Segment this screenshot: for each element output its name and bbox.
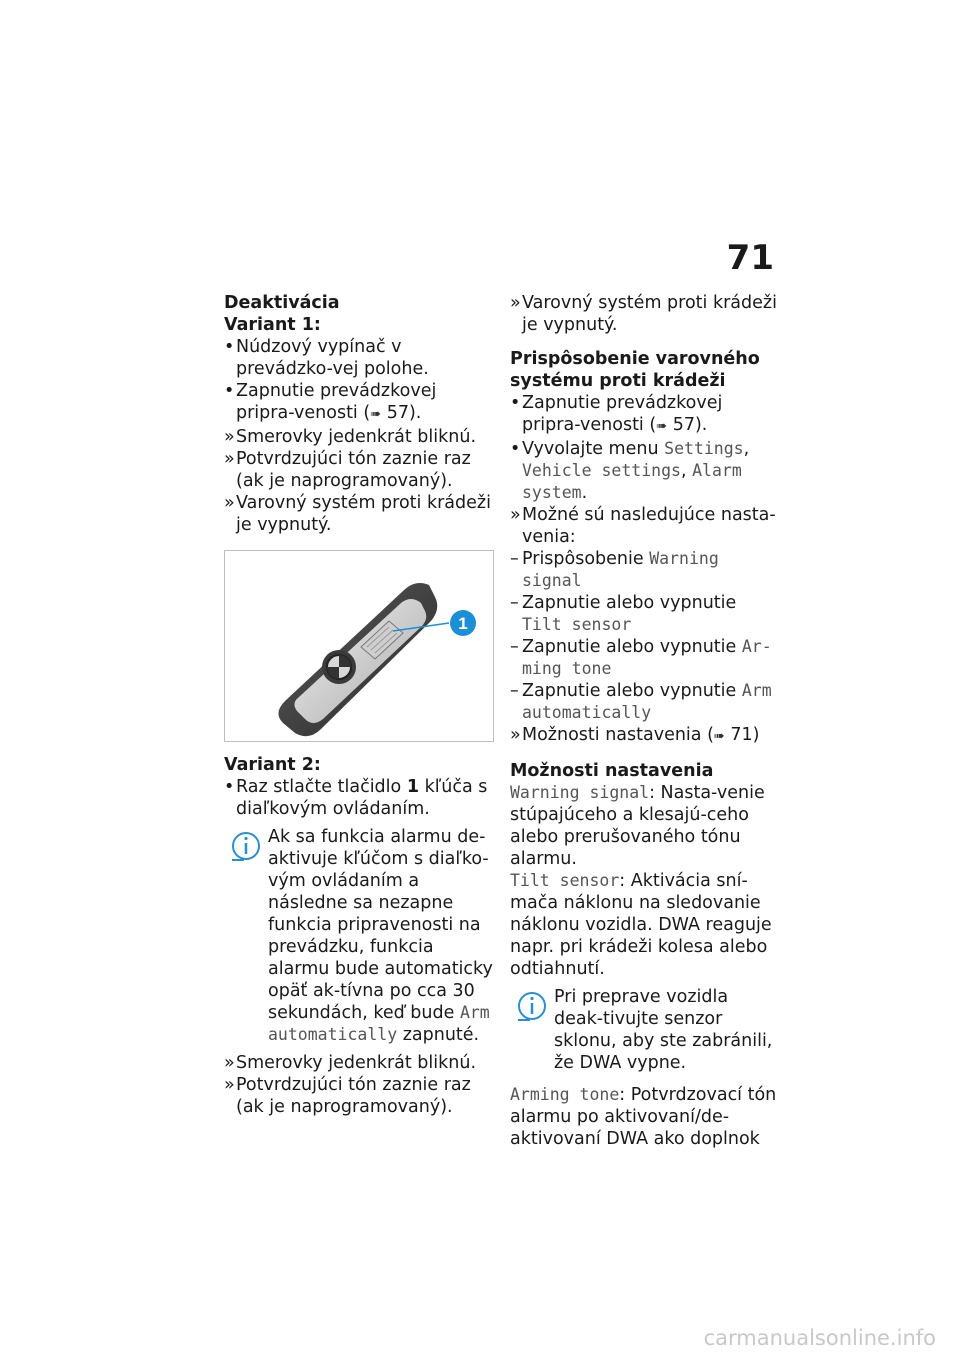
dash-icon: –: [510, 637, 519, 657]
info-icon: [226, 830, 262, 866]
dash-item: – Zapnutie alebo vypnutie Arm automatically: [510, 681, 772, 722]
result-arrow-icon: »: [224, 493, 235, 513]
result-item: » Možné sú nasledujúce nasta-venia:: [510, 505, 776, 547]
bullet-icon: •: [510, 439, 521, 459]
result-item: » Potvrdzujúci tón zaznie raz (ak je naprogramovaný).: [224, 1075, 471, 1117]
bullet-icon: •: [510, 393, 521, 413]
list-item: • Núdzový vypínač v prevádzko-vej polohe.: [224, 337, 429, 379]
figure-callout-1: 1: [458, 614, 468, 633]
result-item: » Smerovky jedenkrát bliknú.: [224, 1053, 477, 1073]
dash-icon: –: [510, 593, 519, 613]
result-arrow-icon: »: [224, 427, 235, 447]
watermark: carmanualsonline.info: [703, 1326, 936, 1350]
menu-alarm-system: Alarm system: [522, 461, 742, 502]
option-arming-tone: Arming tone: Potvrdzovací tón alarmu po aktivovaní/de-aktivovaní DWA ako doplnok: [510, 1085, 777, 1149]
result-arrow-icon: »: [510, 505, 521, 525]
result-arrow-icon: »: [510, 725, 521, 745]
dash-item: – Prispôsobenie Warning signal: [510, 549, 719, 590]
info-icon: [512, 990, 548, 1026]
bullet-icon: •: [224, 381, 235, 401]
remote-key-illustration: [225, 551, 493, 741]
page-number: 71: [726, 238, 774, 278]
option-tilt-sensor: Tilt sensor: Aktivácia sní-mača náklonu na sledovanie náklonu vozidla. DWA reaguje napr. pri krádeži kolesa alebo odtiahnutí.: [510, 871, 772, 979]
result-arrow-icon: »: [510, 293, 521, 313]
dash-icon: –: [510, 681, 519, 701]
bullet-icon: •: [224, 337, 235, 357]
dash-item: – Zapnutie alebo vypnutie Tilt sensor: [510, 593, 737, 634]
dash-item: – Zapnutie alebo vypnutie Ar-ming tone: [510, 637, 772, 678]
page-reference-arrow-icon: ➠: [713, 729, 725, 744]
result-item: » Smerovky jedenkrát bliknú.: [224, 427, 477, 447]
page-reference-arrow-icon: ➠: [656, 419, 668, 434]
left-column: [224, 292, 496, 1118]
result-arrow-icon: »: [224, 449, 235, 469]
result-arrow-icon: »: [224, 1075, 235, 1095]
options-heading: Možnosti nastavenia: [510, 761, 714, 781]
variant1-heading: Variant 1:: [224, 315, 321, 335]
page-reference-arrow-icon: ➠: [370, 407, 382, 422]
list-item: • Raz stlačte tlačidlo 1 kľúča s diaľkovým ovládaním.: [224, 777, 488, 819]
dash-icon: –: [510, 549, 519, 569]
bullet-icon: •: [224, 777, 235, 797]
right-column: [510, 292, 780, 1150]
menu-vehicle-settings: Vehicle settings: [522, 461, 681, 480]
remote-key-figure: [224, 550, 494, 742]
info-note: [510, 986, 780, 1074]
result-item: » Varovný systém proti krádeži je vypnutý.: [224, 493, 491, 535]
variant2-heading: Variant 2:: [224, 755, 321, 775]
adapt-heading: Prispôsobenie varovného systému proti krádeži: [510, 349, 760, 391]
deactivation-heading: Deaktivácia: [224, 293, 340, 313]
menu-settings: Settings: [664, 439, 744, 458]
info-note-text: Pri preprave vozidla deak-tivujte senzor sklonu, aby ste zabránili, že DWA vypne.: [554, 987, 773, 1073]
result-item: » Možnosti nastavenia (➠ 71): [510, 725, 760, 745]
option-warning-signal: Warning signal: Nasta-venie stúpajúceho a klesajú-ceho alebo prerušovaného tónu alarmu.: [510, 783, 765, 869]
list-item: • Vyvolajte menu Settings, Vehicle settings, Alarm system.: [510, 439, 750, 503]
list-item: • Zapnutie prevádzkovej pripra-venosti (➠ 57).: [224, 381, 437, 423]
info-note-text: Ak sa funkcia alarmu de-aktivuje kľúčom s diaľko-vým ovládaním a následne sa nezapne funkcia pripravenosti na prevádzku, funkcia alarmu bude automaticky opäť ak-tívna po cca 30 sekundách, keď bude Arm automatically zapnuté.: [268, 827, 493, 1045]
result-arrow-icon: »: [224, 1053, 235, 1073]
info-note: [224, 826, 496, 1046]
list-item: • Zapnutie prevádzkovej pripra-venosti (➠ 57).: [510, 393, 723, 435]
result-item: » Varovný systém proti krádeži je vypnutý.: [510, 293, 777, 335]
result-item: » Potvrdzujúci tón zaznie raz (ak je naprogramovaný).: [224, 449, 471, 491]
